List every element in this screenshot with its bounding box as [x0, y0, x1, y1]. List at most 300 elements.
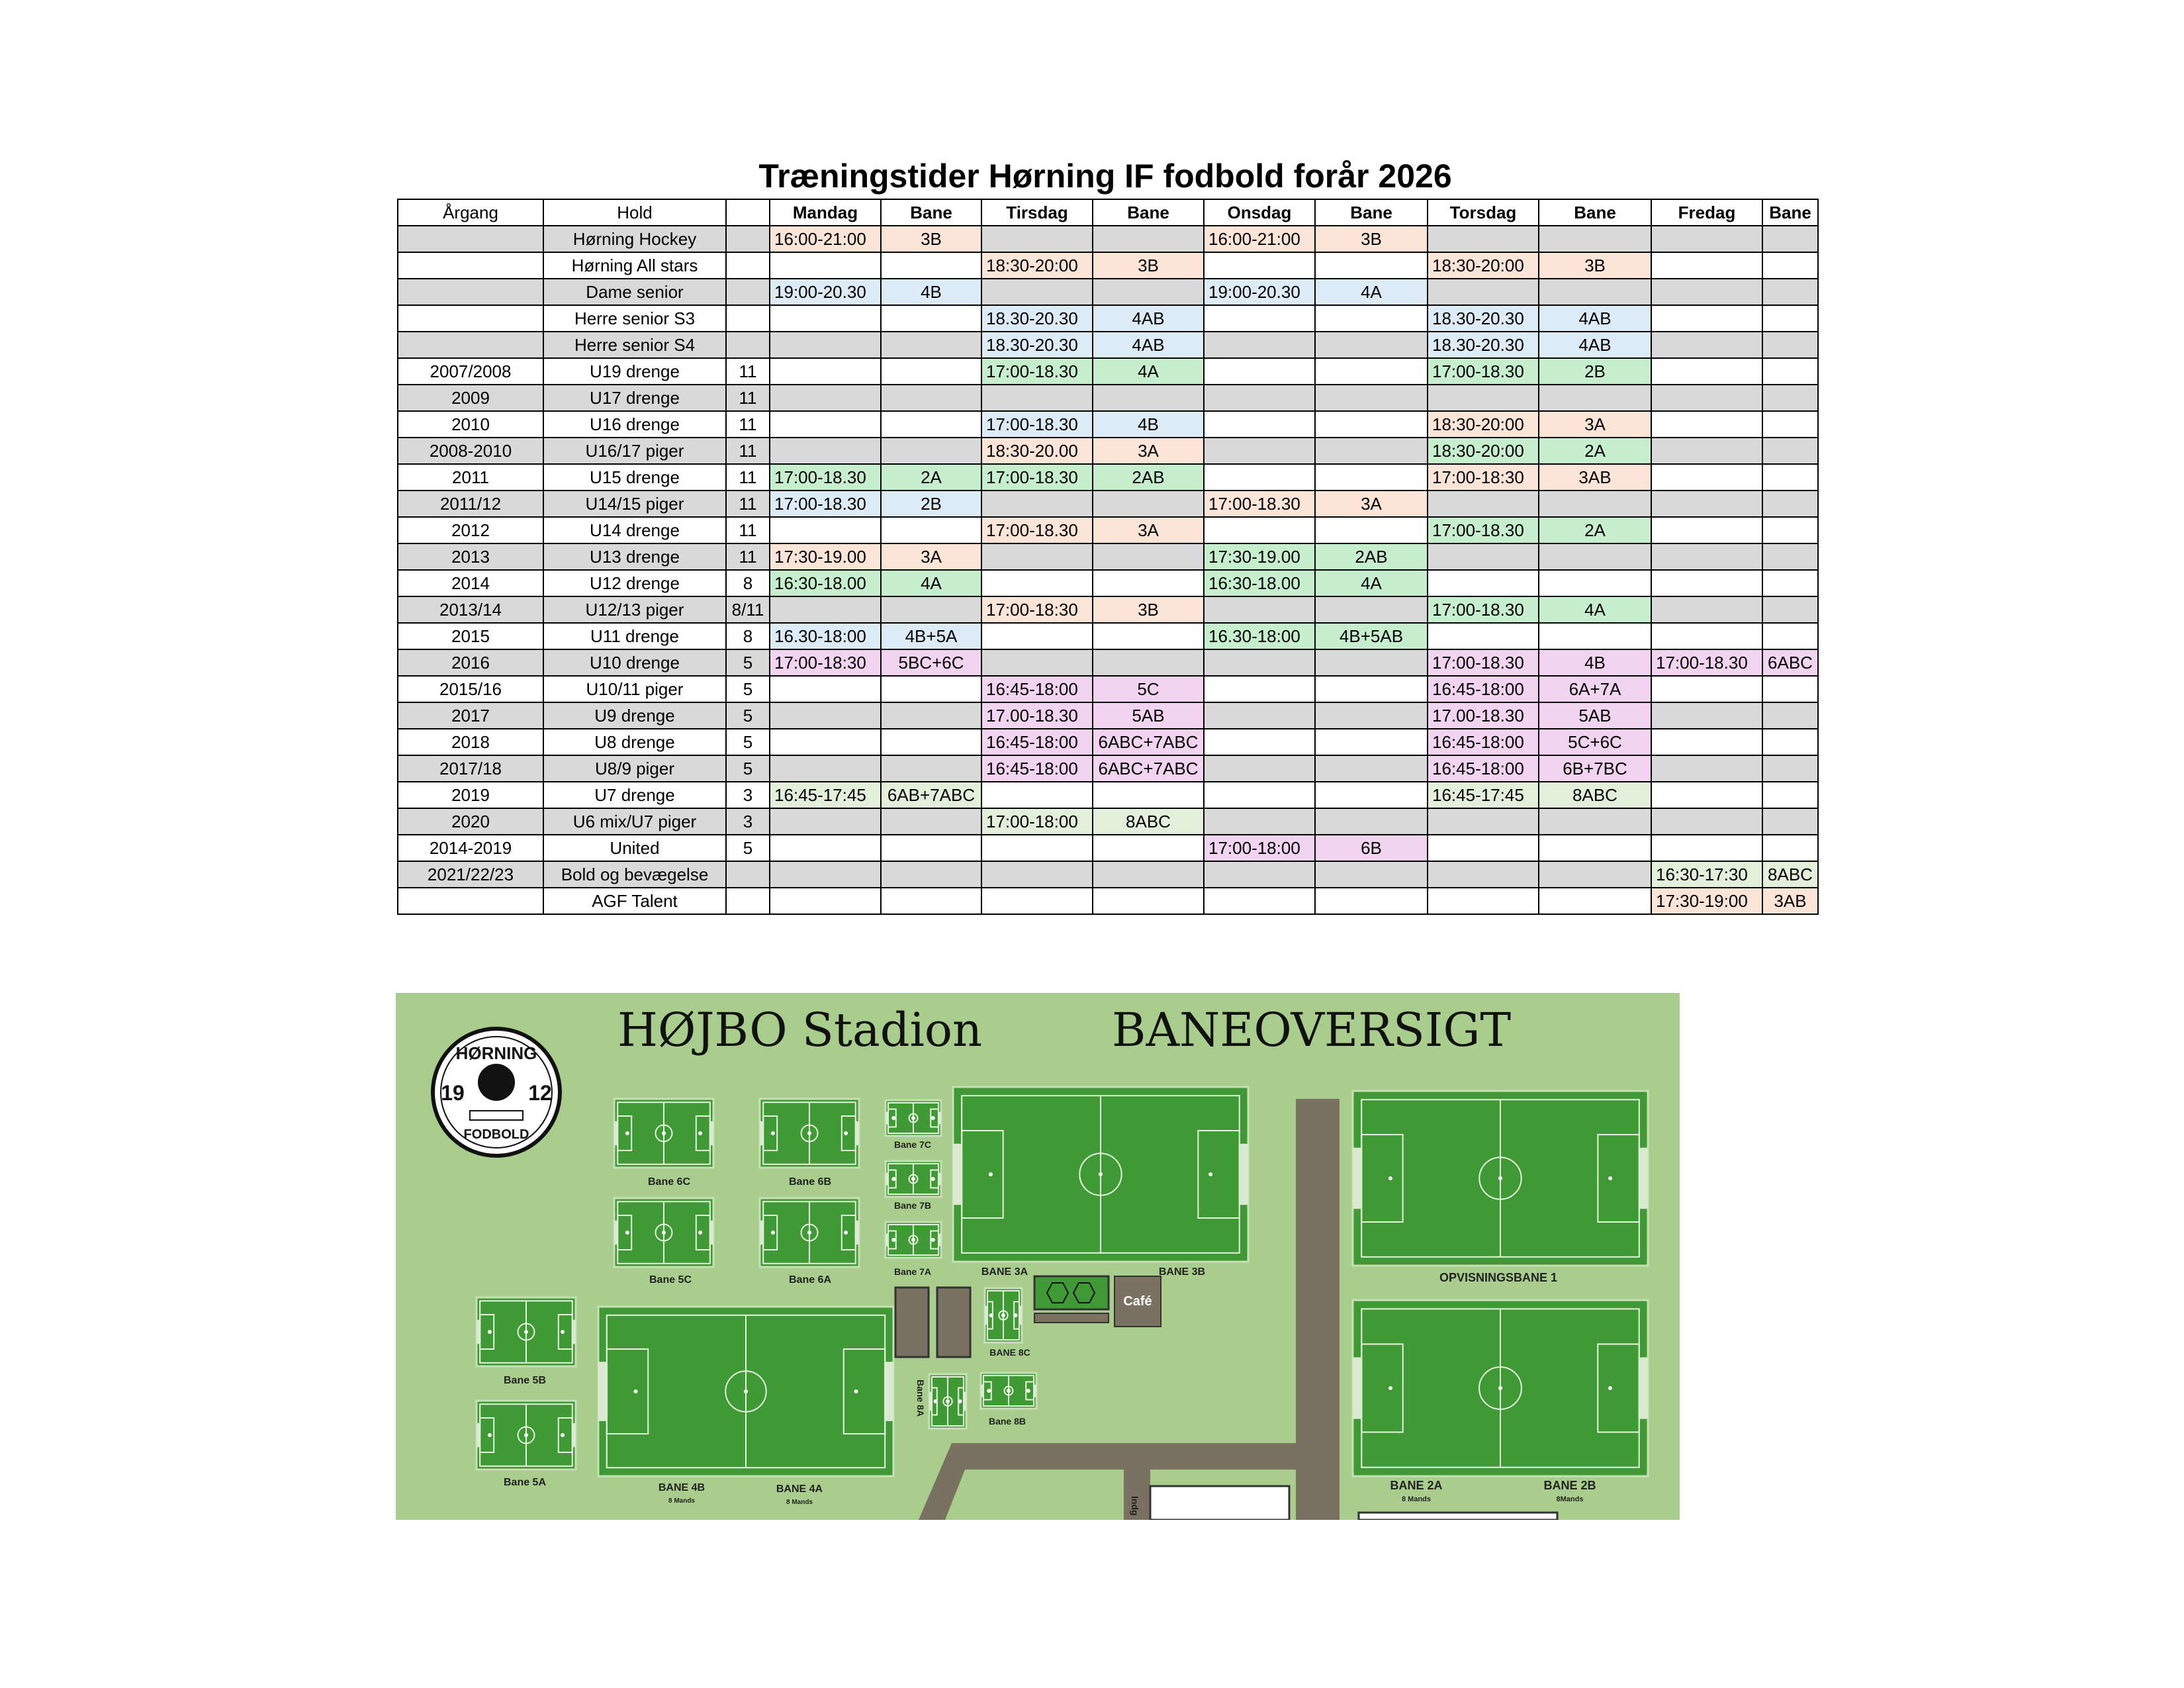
- cell-torsdag-time: 18:30-20:00: [1428, 438, 1539, 464]
- cell-fredag-time: [1651, 252, 1762, 279]
- pitch-8b: [981, 1373, 1036, 1409]
- overview-title: BANEOVERSIGT: [1112, 1003, 1512, 1057]
- cell-aargang: 2015: [398, 623, 543, 649]
- entrance-building: [1150, 1486, 1289, 1520]
- stadium-map: [396, 993, 1680, 1520]
- pitch-opvisning: [1353, 1091, 1648, 1266]
- cell-onsdag-time: [1204, 332, 1315, 358]
- cell-onsdag-bane: [1315, 332, 1428, 358]
- cell-players: 8: [726, 623, 770, 649]
- label-bane5c: Bane 5C: [649, 1274, 692, 1286]
- cell-mandag-time: 16:30-18.00: [770, 570, 881, 596]
- cell-players: 11: [726, 543, 770, 570]
- label-bane7b: Bane 7B: [893, 1200, 932, 1211]
- cell-fredag-time: [1651, 411, 1762, 438]
- cell-onsdag-time: 16:00-21:00: [1204, 226, 1315, 252]
- cell-mandag-time: 17:00-18.30: [770, 491, 881, 517]
- cell-tirsdag-time: 17:00-18.30: [981, 358, 1093, 385]
- cell-mandag-time: 17:00-18:30: [770, 649, 881, 676]
- cell-tirsdag-bane: 4B: [1093, 411, 1204, 438]
- table-row: [398, 676, 1818, 702]
- cell-fredag-time: [1651, 543, 1762, 570]
- cell-torsdag-time: [1428, 623, 1539, 649]
- cell-mandag-bane: [881, 676, 981, 702]
- cell-aargang: 2008-2010: [398, 438, 543, 464]
- cell-players: [726, 279, 770, 305]
- cell-tirsdag-bane: 3A: [1093, 438, 1204, 464]
- cell-onsdag-time: [1204, 411, 1315, 438]
- cell-aargang: 2010: [398, 411, 543, 438]
- cell-torsdag-time: 18:30-20:00: [1428, 252, 1539, 279]
- cell-mandag-bane: 2A: [881, 464, 981, 491]
- cell-tirsdag-bane: 4AB: [1093, 332, 1204, 358]
- cell-onsdag-bane: [1315, 729, 1428, 755]
- cell-torsdag-bane: 6B+7BC: [1539, 755, 1651, 782]
- cell-fredag-bane: 8ABC: [1762, 861, 1818, 888]
- hexagon-structure: [1034, 1276, 1109, 1309]
- page-title: Træningstider Hørning IF fodbold forår 2026: [758, 158, 1452, 195]
- cell-onsdag-time: [1204, 252, 1315, 279]
- cell-tirsdag-time: [981, 782, 1093, 808]
- cell-players: [726, 888, 770, 914]
- cell-onsdag-bane: 4B+5AB: [1315, 623, 1428, 649]
- cell-aargang: [398, 332, 543, 358]
- header-torsdag: Torsdag: [1428, 199, 1539, 226]
- table-row: [398, 305, 1818, 332]
- header-bane: Bane: [1093, 199, 1204, 226]
- cell-tirsdag-bane: 6ABC+7ABC: [1093, 755, 1204, 782]
- cell-hold: U10/11 piger: [543, 676, 726, 702]
- cell-hold: Hørning Hockey: [543, 226, 726, 252]
- cell-aargang: [398, 305, 543, 332]
- cell-torsdag-bane: 3AB: [1539, 464, 1651, 491]
- stadium-title: HØJBO Stadion: [617, 1003, 983, 1057]
- cell-fredag-time: [1651, 332, 1762, 358]
- cell-mandag-bane: [881, 808, 981, 835]
- cell-aargang: [398, 226, 543, 252]
- horning-logo: [433, 1029, 560, 1156]
- table-row: [398, 755, 1818, 782]
- cell-tirsdag-time: 17:00-18:00: [981, 808, 1093, 835]
- cell-torsdag-bane: [1539, 226, 1651, 252]
- cell-mandag-time: [770, 385, 881, 411]
- cell-mandag-bane: [881, 252, 981, 279]
- cell-onsdag-time: [1204, 808, 1315, 835]
- cell-aargang: 2012: [398, 517, 543, 543]
- cell-hold: U6 mix/U7 piger: [543, 808, 726, 835]
- cell-tirsdag-bane: [1093, 279, 1204, 305]
- cell-tirsdag-time: [981, 888, 1093, 914]
- cell-players: 5: [726, 676, 770, 702]
- label-mands4b: 8 Mands: [668, 1497, 696, 1505]
- cell-torsdag-time: [1428, 861, 1539, 888]
- cell-players: 5: [726, 755, 770, 782]
- cafe-label: Café: [1123, 1294, 1152, 1309]
- cell-torsdag-time: 16:45-18:00: [1428, 676, 1539, 702]
- shelter-2: [937, 1288, 970, 1357]
- cell-aargang: 2011/12: [398, 491, 543, 517]
- cell-players: 11: [726, 491, 770, 517]
- header-bane: Bane: [1539, 199, 1651, 226]
- training-schedule-table: [397, 199, 1819, 915]
- cell-torsdag-bane: 2A: [1539, 517, 1651, 543]
- cell-hold: U19 drenge: [543, 358, 726, 385]
- header-hold: Hold: [543, 199, 726, 226]
- cell-fredag-time: [1651, 438, 1762, 464]
- cell-torsdag-bane: [1539, 808, 1651, 835]
- table-row: [398, 888, 1818, 914]
- cell-players: 11: [726, 464, 770, 491]
- cell-fredag-time: [1651, 596, 1762, 623]
- cell-tirsdag-time: 17:00-18:30: [981, 596, 1093, 623]
- cell-fredag-time: [1651, 226, 1762, 252]
- cell-tirsdag-time: [981, 491, 1093, 517]
- cell-torsdag-bane: [1539, 888, 1651, 914]
- cell-tirsdag-time: 18:30-20:00: [981, 252, 1093, 279]
- cell-onsdag-time: [1204, 464, 1315, 491]
- logo-emblem: [478, 1064, 515, 1101]
- cell-fredag-time: [1651, 729, 1762, 755]
- cell-mandag-time: 16:45-17:45: [770, 782, 881, 808]
- cell-torsdag-bane: [1539, 861, 1651, 888]
- cell-mandag-time: [770, 305, 881, 332]
- table-row: [398, 543, 1818, 570]
- cell-mandag-time: [770, 835, 881, 861]
- cell-torsdag-bane: [1539, 385, 1651, 411]
- cell-fredag-bane: [1762, 464, 1818, 491]
- label-bane2a: BANE 2A: [1390, 1479, 1443, 1492]
- bench: [1034, 1313, 1109, 1323]
- cell-hold: Hørning All stars: [543, 252, 726, 279]
- cell-fredag-bane: [1762, 702, 1818, 729]
- cell-aargang: 2011: [398, 464, 543, 491]
- cell-fredag-bane: 3AB: [1762, 888, 1818, 914]
- cell-hold: U14 drenge: [543, 517, 726, 543]
- cell-onsdag-time: [1204, 596, 1315, 623]
- cell-fredag-time: [1651, 755, 1762, 782]
- table-row: [398, 782, 1818, 808]
- pitch-8c: [985, 1288, 1022, 1342]
- cell-onsdag-bane: [1315, 385, 1428, 411]
- cell-torsdag-time: [1428, 226, 1539, 252]
- cell-tirsdag-bane: 8ABC: [1093, 808, 1204, 835]
- cell-onsdag-bane: [1315, 861, 1428, 888]
- cell-fredag-time: [1651, 358, 1762, 385]
- cell-tirsdag-bane: [1093, 385, 1204, 411]
- label-bane8b: Bane 8B: [988, 1416, 1026, 1427]
- cell-tirsdag-time: 18.30-20.30: [981, 305, 1093, 332]
- cell-onsdag-time: [1204, 517, 1315, 543]
- cell-aargang: 2017/18: [398, 755, 543, 782]
- cell-fredag-bane: [1762, 676, 1818, 702]
- cell-onsdag-bane: 4A: [1315, 279, 1428, 305]
- table-row: [398, 649, 1818, 676]
- cell-players: [726, 305, 770, 332]
- cell-torsdag-bane: 4A: [1539, 596, 1651, 623]
- cell-mandag-bane: [881, 305, 981, 332]
- cell-mandag-bane: [881, 729, 981, 755]
- cell-mandag-bane: [881, 861, 981, 888]
- pitch-6c: [614, 1099, 713, 1168]
- cell-fredag-bane: [1762, 279, 1818, 305]
- cell-torsdag-time: 18.30-20.30: [1428, 332, 1539, 358]
- cell-fredag-time: [1651, 464, 1762, 491]
- cell-fredag-bane: [1762, 358, 1818, 385]
- cell-mandag-bane: 4B: [881, 279, 981, 305]
- cell-fredag-bane: [1762, 808, 1818, 835]
- cell-hold: U12 drenge: [543, 570, 726, 596]
- cell-fredag-bane: [1762, 438, 1818, 464]
- cell-fredag-bane: [1762, 226, 1818, 252]
- cell-hold: U11 drenge: [543, 623, 726, 649]
- cell-tirsdag-time: [981, 649, 1093, 676]
- cell-torsdag-bane: 5C+6C: [1539, 729, 1651, 755]
- cell-torsdag-time: [1428, 570, 1539, 596]
- cell-tirsdag-time: [981, 835, 1093, 861]
- cell-tirsdag-bane: 2AB: [1093, 464, 1204, 491]
- header-mandag: Mandag: [770, 199, 881, 226]
- cell-torsdag-bane: 8ABC: [1539, 782, 1651, 808]
- cell-onsdag-bane: [1315, 888, 1428, 914]
- cell-players: 11: [726, 438, 770, 464]
- pitch-8a: [929, 1374, 966, 1429]
- cell-players: 8/11: [726, 596, 770, 623]
- label-bane3a: BANE 3A: [981, 1266, 1028, 1278]
- cell-aargang: [398, 252, 543, 279]
- table-row: [398, 411, 1818, 438]
- cell-mandag-bane: [881, 596, 981, 623]
- cell-onsdag-bane: [1315, 808, 1428, 835]
- cell-tirsdag-bane: 5C: [1093, 676, 1204, 702]
- label-bane4a: BANE 4A: [776, 1483, 823, 1495]
- cell-torsdag-time: [1428, 888, 1539, 914]
- cell-mandag-time: [770, 332, 881, 358]
- cell-mandag-bane: [881, 411, 981, 438]
- cell-mandag-time: [770, 676, 881, 702]
- cell-fredag-time: [1651, 570, 1762, 596]
- header-aargang: Årgang: [398, 199, 543, 226]
- cell-aargang: 2017: [398, 702, 543, 729]
- cell-onsdag-bane: 2AB: [1315, 543, 1428, 570]
- cell-hold: U15 drenge: [543, 464, 726, 491]
- cell-fredag-time: [1651, 279, 1762, 305]
- logo-bottom-text: FODBOLD: [463, 1127, 529, 1142]
- cell-onsdag-bane: [1315, 305, 1428, 332]
- cell-tirsdag-time: 17:00-18.30: [981, 411, 1093, 438]
- cell-hold: Herre senior S4: [543, 332, 726, 358]
- cell-fredag-time: [1651, 517, 1762, 543]
- pitch-7c: [886, 1100, 941, 1136]
- cell-tirsdag-bane: 4AB: [1093, 305, 1204, 332]
- cell-mandag-bane: 2B: [881, 491, 981, 517]
- cell-hold: Herre senior S3: [543, 305, 726, 332]
- cell-tirsdag-bane: [1093, 888, 1204, 914]
- table-row: [398, 464, 1818, 491]
- cell-onsdag-bane: [1315, 464, 1428, 491]
- cell-torsdag-bane: [1539, 491, 1651, 517]
- cell-onsdag-time: [1204, 755, 1315, 782]
- cell-tirsdag-bane: 3B: [1093, 252, 1204, 279]
- cell-tirsdag-time: [981, 543, 1093, 570]
- cell-fredag-bane: [1762, 385, 1818, 411]
- cell-mandag-time: [770, 252, 881, 279]
- cell-hold: Dame senior: [543, 279, 726, 305]
- label-bane6c: Bane 6C: [647, 1176, 691, 1188]
- cell-hold: U14/15 piger: [543, 491, 726, 517]
- cell-fredag-time: [1651, 491, 1762, 517]
- cell-fredag-bane: [1762, 332, 1818, 358]
- cell-aargang: 2014-2019: [398, 835, 543, 861]
- cell-tirsdag-bane: 3A: [1093, 517, 1204, 543]
- cell-tirsdag-bane: 4A: [1093, 358, 1204, 385]
- cell-mandag-time: [770, 702, 881, 729]
- table-row: [398, 491, 1818, 517]
- cell-onsdag-bane: [1315, 596, 1428, 623]
- cell-mandag-bane: [881, 888, 981, 914]
- cell-mandag-bane: [881, 702, 981, 729]
- table-row: [398, 835, 1818, 861]
- cell-tirsdag-bane: 6ABC+7ABC: [1093, 729, 1204, 755]
- cell-torsdag-time: [1428, 835, 1539, 861]
- cell-fredag-bane: [1762, 596, 1818, 623]
- cell-hold: U9 drenge: [543, 702, 726, 729]
- cell-torsdag-time: 17:00-18.30: [1428, 649, 1539, 676]
- cell-players: 11: [726, 358, 770, 385]
- cell-fredag-bane: [1762, 755, 1818, 782]
- cell-mandag-time: 16:00-21:00: [770, 226, 881, 252]
- cell-hold: U8/9 piger: [543, 755, 726, 782]
- cell-players: [726, 861, 770, 888]
- cell-tirsdag-bane: [1093, 861, 1204, 888]
- cell-torsdag-time: 17:00-18.30: [1428, 358, 1539, 385]
- cell-onsdag-time: [1204, 676, 1315, 702]
- header-row: [398, 199, 1818, 226]
- cell-torsdag-bane: [1539, 623, 1651, 649]
- cell-mandag-bane: [881, 332, 981, 358]
- table-row: [398, 226, 1818, 252]
- cell-mandag-time: [770, 358, 881, 385]
- cell-aargang: [398, 279, 543, 305]
- cell-tirsdag-bane: 5AB: [1093, 702, 1204, 729]
- cell-tirsdag-time: 16:45-18:00: [981, 755, 1093, 782]
- table-row: [398, 358, 1818, 385]
- pitch-6b: [760, 1099, 859, 1168]
- cell-mandag-time: 19:00-20.30: [770, 279, 881, 305]
- cell-onsdag-bane: [1315, 755, 1428, 782]
- cell-fredag-time: [1651, 385, 1762, 411]
- cell-torsdag-bane: [1539, 543, 1651, 570]
- cell-aargang: 2013: [398, 543, 543, 570]
- cell-onsdag-time: 17:00-18:00: [1204, 835, 1315, 861]
- cell-players: 5: [726, 702, 770, 729]
- cell-hold: AGF Talent: [543, 888, 726, 914]
- cell-tirsdag-bane: 3B: [1093, 596, 1204, 623]
- cell-fredag-time: 17:30-19:00: [1651, 888, 1762, 914]
- cell-mandag-time: [770, 888, 881, 914]
- cell-onsdag-time: 17:30-19.00: [1204, 543, 1315, 570]
- cell-onsdag-bane: [1315, 702, 1428, 729]
- cell-tirsdag-time: [981, 226, 1093, 252]
- cell-tirsdag-time: [981, 623, 1093, 649]
- label-bane8c: BANE 8C: [989, 1347, 1030, 1358]
- cell-torsdag-bane: 5AB: [1539, 702, 1651, 729]
- cell-hold: U8 drenge: [543, 729, 726, 755]
- cell-tirsdag-bane: [1093, 543, 1204, 570]
- cell-tirsdag-bane: [1093, 649, 1204, 676]
- header-tirsdag: Tirsdag: [981, 199, 1093, 226]
- cell-fredag-bane: 6ABC: [1762, 649, 1818, 676]
- cell-onsdag-bane: [1315, 649, 1428, 676]
- cell-fredag-bane: [1762, 570, 1818, 596]
- label-bane4b: BANE 4B: [658, 1482, 705, 1493]
- cell-tirsdag-time: 17:00-18.30: [981, 517, 1093, 543]
- cell-mandag-bane: 5BC+6C: [881, 649, 981, 676]
- road-vertical: [1296, 1099, 1340, 1520]
- cell-fredag-bane: [1762, 305, 1818, 332]
- cell-aargang: 2007/2008: [398, 358, 543, 385]
- header-fredag: Fredag: [1651, 199, 1762, 226]
- header-bane: Bane: [1762, 199, 1818, 226]
- cell-fredag-time: [1651, 676, 1762, 702]
- pitch-5a: [477, 1401, 576, 1470]
- label-bane7c: Bane 7C: [893, 1139, 932, 1150]
- cell-tirsdag-bane: [1093, 570, 1204, 596]
- cell-tirsdag-bane: [1093, 623, 1204, 649]
- cell-players: [726, 252, 770, 279]
- cell-torsdag-bane: [1539, 279, 1651, 305]
- cell-onsdag-time: [1204, 888, 1315, 914]
- cell-torsdag-time: 17:00-18.30: [1428, 517, 1539, 543]
- cell-tirsdag-time: [981, 861, 1093, 888]
- cell-torsdag-bane: 2A: [1539, 438, 1651, 464]
- cell-onsdag-time: 16:30-18.00: [1204, 570, 1315, 596]
- cell-players: 3: [726, 808, 770, 835]
- table-row: [398, 808, 1818, 835]
- cell-mandag-bane: 6AB+7ABC: [881, 782, 981, 808]
- logo-year-left: 19: [441, 1081, 465, 1105]
- cell-hold: United: [543, 835, 726, 861]
- cell-tirsdag-time: 16:45-18:00: [981, 729, 1093, 755]
- cell-mandag-time: 17:30-19.00: [770, 543, 881, 570]
- label-bane6b: Bane 6B: [788, 1176, 832, 1188]
- building-right: [1359, 1513, 1557, 1520]
- cell-mandag-bane: 4A: [881, 570, 981, 596]
- table-row: [398, 385, 1818, 411]
- cell-fredag-time: [1651, 305, 1762, 332]
- cell-tirsdag-bane: [1093, 782, 1204, 808]
- cell-tirsdag-bane: [1093, 226, 1204, 252]
- cell-onsdag-bane: 3A: [1315, 491, 1428, 517]
- cell-mandag-time: [770, 596, 881, 623]
- cell-fredag-time: 16:30-17:30: [1651, 861, 1762, 888]
- table-row: [398, 438, 1818, 464]
- label-opvisning: OPVISNINGSBANE 1: [1439, 1271, 1558, 1284]
- cell-torsdag-bane: 4AB: [1539, 305, 1651, 332]
- cell-onsdag-bane: 6B: [1315, 835, 1428, 861]
- cell-players: 8: [726, 570, 770, 596]
- cell-onsdag-time: 19:00-20.30: [1204, 279, 1315, 305]
- cell-torsdag-time: 17.00-18.30: [1428, 702, 1539, 729]
- cell-players: 11: [726, 385, 770, 411]
- cell-aargang: 2015/16: [398, 676, 543, 702]
- cell-players: 3: [726, 782, 770, 808]
- cell-fredag-bane: [1762, 252, 1818, 279]
- cell-onsdag-bane: [1315, 782, 1428, 808]
- cell-aargang: 2018: [398, 729, 543, 755]
- cell-hold: U13 drenge: [543, 543, 726, 570]
- cell-torsdag-bane: 3A: [1539, 411, 1651, 438]
- cell-mandag-time: [770, 808, 881, 835]
